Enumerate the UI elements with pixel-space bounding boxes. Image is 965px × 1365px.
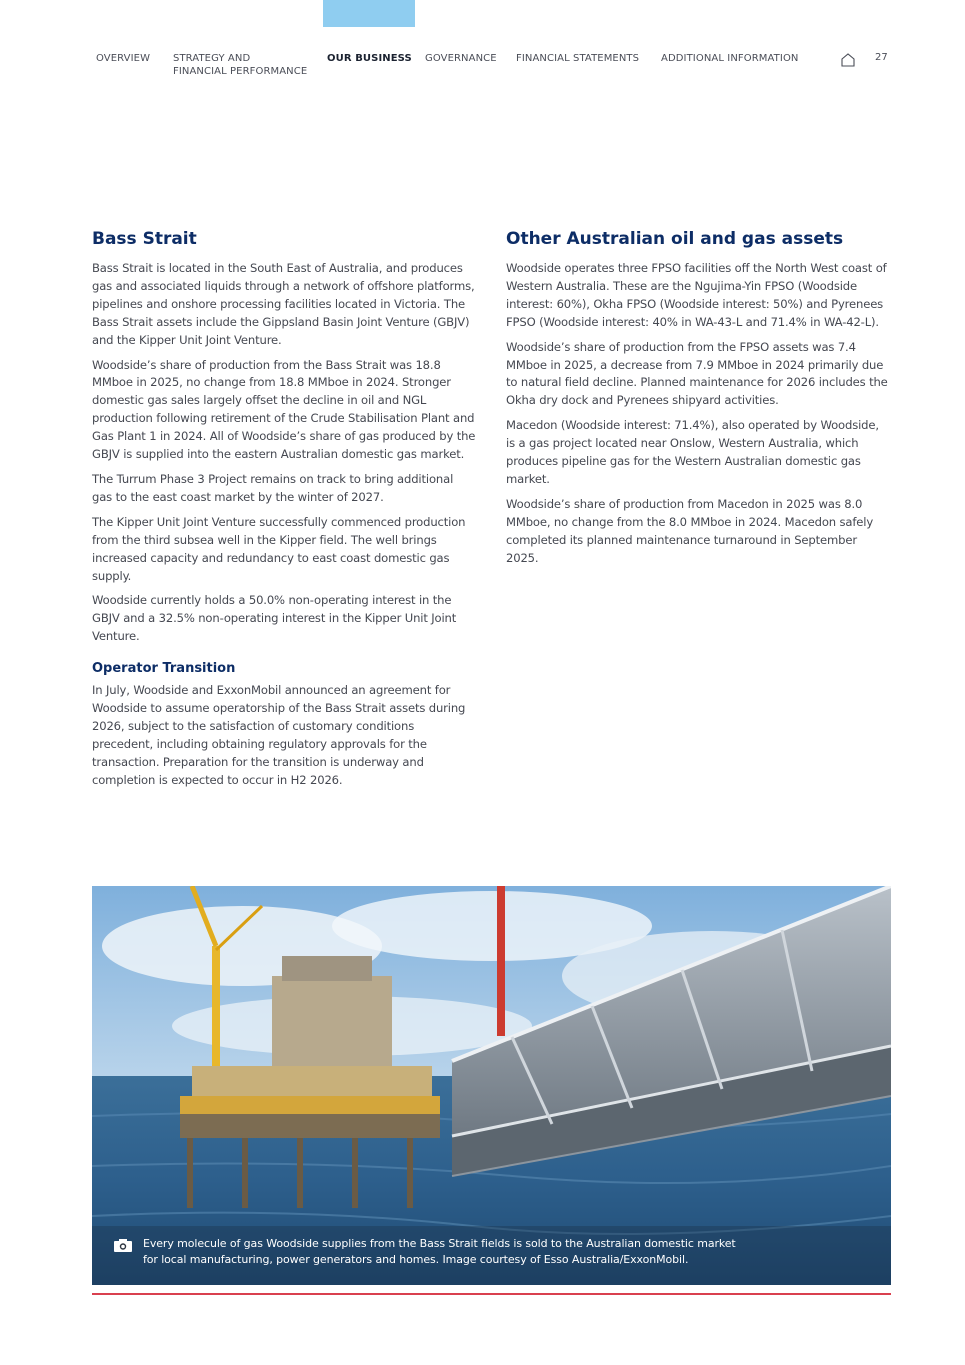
nav-strategy-financial-performance[interactable]	[173, 52, 307, 78]
bass-strait-heading: Bass Strait	[92, 229, 197, 249]
bass-strait-paragraph-4: The Kipper Unit Joint Venture successfully commenced production from the third subsea well in the Kipper field. The well brings increased capacity and redundancy to east coast domestic gas supply.	[92, 514, 466, 583]
nav-overview-label: OVERVIEW	[96, 53, 151, 64]
caption-line-1: Every molecule of gas Woodside supplies from the Bass Strait fields is sold to the Australian domestic market	[143, 1237, 736, 1250]
nav-strategy-label-line1: STRATEGY AND	[173, 53, 251, 64]
bass-strait-section	[92, 228, 476, 797]
photo-caption-text	[143, 1236, 736, 1268]
bass-strait-paragraph-3: The Turrum Phase 3 Project remains on track to bring additional gas to the east coast market by the winter of 2027.	[92, 471, 454, 504]
nav-active-indicator	[323, 0, 415, 27]
nav-financial-statements[interactable]	[516, 52, 639, 65]
page-number: 27	[875, 52, 888, 63]
home-icon[interactable]	[840, 52, 856, 68]
nav-governance[interactable]	[425, 52, 497, 65]
other-assets-heading: Other Australian oil and gas assets	[506, 229, 844, 249]
platform-illustration	[92, 886, 891, 1285]
offshore-platform-photo	[92, 886, 891, 1285]
nav-strategy-label-line2: FINANCIAL PERFORMANCE	[173, 66, 308, 77]
bass-strait-paragraph-2: Woodside’s share of production from the Bass Strait was 18.8 MMboe in 2025, no change from 18.8 MMboe in 2024. Stronger domestic gas sales largely offset the decline in oil and NGL production following retirement of the Crude Stabilisation Plant and Gas Plant 1 in 2024. All of Woodside’s share of gas produced by the GBJV is supplied into the eastern Australian domestic gas market.	[92, 357, 476, 462]
other-assets-paragraph-1: Woodside operates three FPSO facilities off the North West coast of Western Australia. These are the Ngujima-Yin FPSO (Woodside interest: 60%), Okha FPSO (Woodside interest: 50%) and Pyrenees FPSO (Woodside interest: 40% in WA-43-L and 71.4% in WA-42-L).	[506, 261, 887, 329]
other-assets-paragraph-2: Woodside’s share of production from the FPSO assets was 7.4 MMboe in 2025, a decrease from 7.9 MMboe in 2024 primarily due to natural field decline. Planned maintenance for 2026 includes the Okha dry dock and Pyrenees shipyard activities.	[506, 339, 888, 408]
other-assets-paragraph-4: Woodside’s share of production from Macedon in 2025 was 8.0 MMboe, no change from the 8.0 MMboe in 2024. Macedon safely completed its planned maintenance turnaround in September 2025.	[506, 496, 874, 565]
operator-transition-paragraph: In July, Woodside and ExxonMobil announced an agreement for Woodside to assume operatorship of the Bass Strait assets during 2026, subject to the satisfaction of customary conditions precedent, including obtaining regulatory approvals for the transaction. Preparation for the transition is underway and completion is expected to occur in H2 2026.	[92, 683, 466, 787]
nav-additional-information-label: ADDITIONAL INFORMATION	[661, 53, 799, 64]
other-assets-paragraph-3: Macedon (Woodside interest: 71.4%), also operated by Woodside, is a gas project located near Onslow, Western Australia, which produces pipeline gas for the Western Australian domestic gas market.	[506, 418, 879, 486]
nav-governance-label: GOVERNANCE	[425, 53, 497, 64]
camera-icon	[114, 1239, 132, 1252]
bass-strait-paragraph-5: Woodside currently holds a 50.0% non-operating interest in the GBJV and a 32.5% non-operating interest in the Kipper Unit Joint Venture.	[92, 593, 457, 644]
other-australian-assets-section	[506, 228, 890, 575]
footer-divider	[92, 1293, 891, 1295]
nav-financial-statements-label: FINANCIAL STATEMENTS	[516, 53, 640, 64]
nav-our-business-label: OUR BUSINESS	[327, 53, 412, 64]
nav-additional-information[interactable]	[661, 52, 799, 65]
bass-strait-paragraph-1: Bass Strait is located in the South East of Australia, and produces gas and associated liquids through a network of offshore platforms, pipelines and onshore processing facilities located in Victoria. The Bass Strait assets include the Gippsland Basin Joint Venture (GBJV) and the Kipper Unit Joint Venture.	[92, 261, 475, 347]
operator-transition-heading: Operator Transition	[92, 661, 236, 677]
top-navigation	[0, 52, 965, 92]
caption-line-2: for local manufacturing, power generators and homes. Image courtesy of Esso Australia/ExxonMobil.	[143, 1253, 689, 1266]
nav-our-business[interactable]	[327, 52, 412, 65]
nav-overview[interactable]	[96, 52, 150, 65]
